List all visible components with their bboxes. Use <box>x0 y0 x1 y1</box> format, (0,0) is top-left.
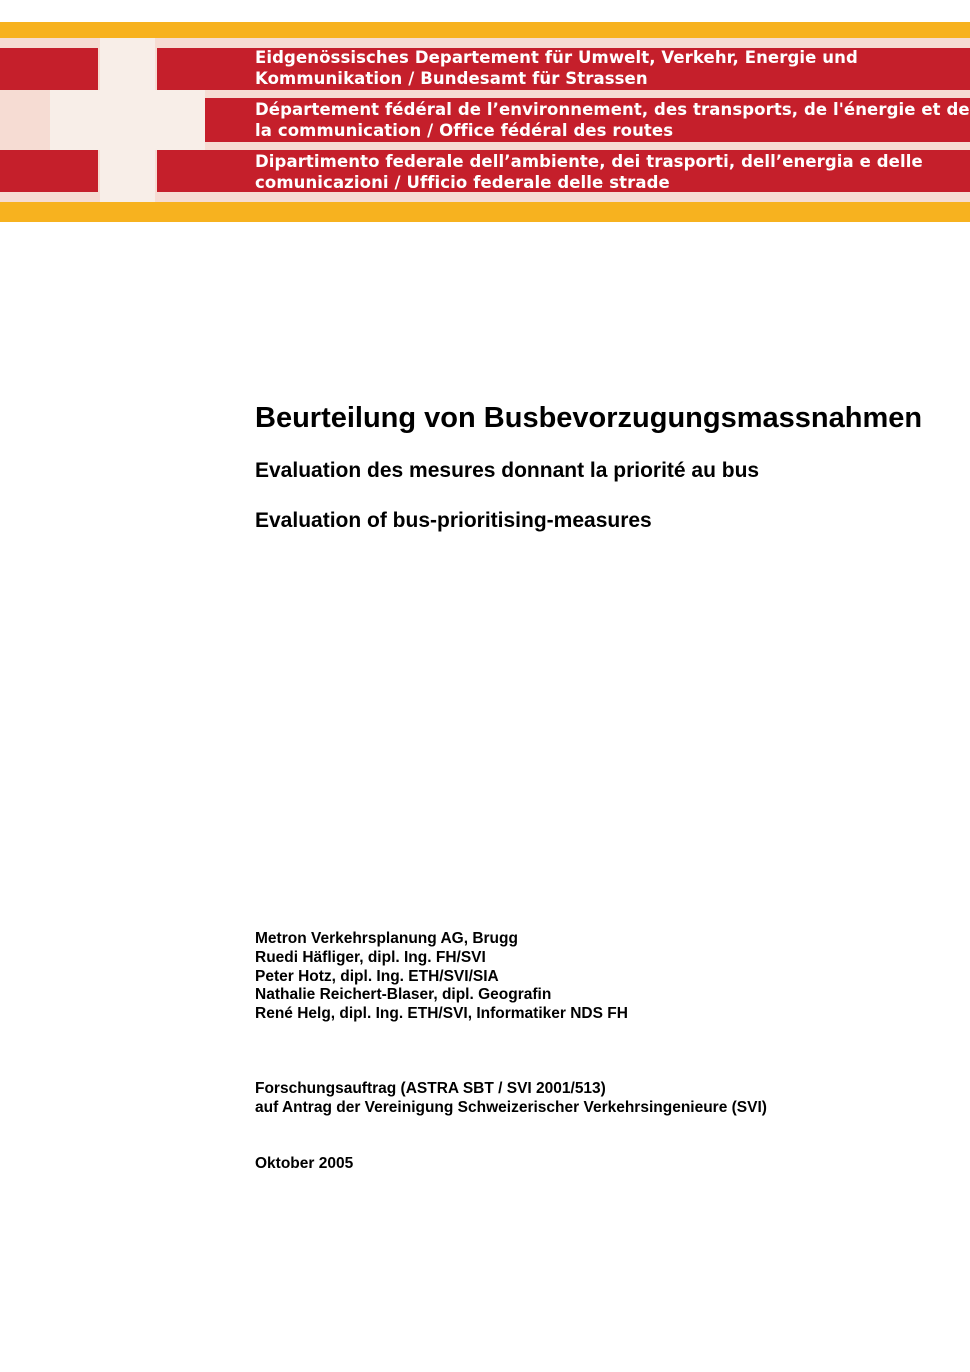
document-subtitle-fr: Evaluation des mesures donnant la priorité au bus <box>255 459 760 482</box>
document-title: Beurteilung von Busbevorzugungsmassnahmen <box>255 402 923 434</box>
red-bar-left-bottom <box>0 150 98 192</box>
publication-date: Oktober 2005 <box>255 1155 354 1172</box>
author-line: Ruedi Häfliger, dipl. Ing. FH/SVI <box>255 948 486 966</box>
header-text-it: Dipartimento federale dell’ambiente, dei trasporti, dell’energia e delle comunicazioni / Ufficio federale delle strade <box>255 152 923 192</box>
author-line: Peter Hotz, dipl. Ing. ETH/SVI/SIA <box>255 967 499 985</box>
red-bar-left-top <box>0 48 98 90</box>
header-text-fr: Département fédéral de l’environnement, des transports, de l'énergie et de la communication / Office fédéral des routes <box>255 100 970 140</box>
federal-header-banner <box>0 22 970 222</box>
research-mandate <box>255 1080 767 1118</box>
swiss-cross-arm <box>50 90 205 150</box>
header-text-de: Eidgenössisches Departement für Umwelt, Verkehr, Energie und Kommunikation / Bundesamt für Strassen <box>255 48 858 88</box>
author-line: Nathalie Reichert-Blaser, dipl. Geografin <box>255 986 552 1004</box>
authors-block <box>255 930 628 1024</box>
author-line: René Helg, dipl. Ing. ETH/SVI, Informatiker NDS FH <box>255 1005 628 1023</box>
yellow-band-top <box>0 22 970 38</box>
yellow-band-bottom <box>0 202 970 222</box>
author-line: Metron Verkehrsplanung AG, Brugg <box>255 930 518 947</box>
research-line: auf Antrag der Vereinigung Schweizerischer Verkehrsingenieure (SVI) <box>255 1098 767 1116</box>
research-line: Forschungsauftrag (ASTRA SBT / SVI 2001/513) <box>255 1080 606 1097</box>
document-subtitle-en: Evaluation of bus-prioritising-measures <box>255 509 652 532</box>
